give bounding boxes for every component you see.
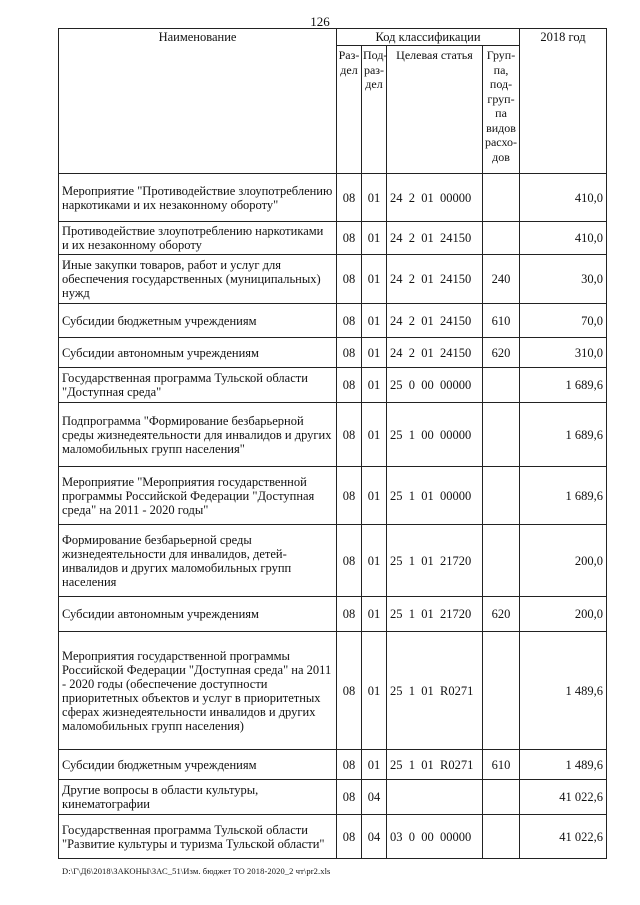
row-podrazdel: 01 [362,750,387,780]
row-target: 25 1 01 21720 [387,597,483,632]
row-value: 30,0 [520,255,607,304]
page-number: 126 [310,14,330,29]
row-podrazdel: 01 [362,597,387,632]
row-name: Формирование безбарьерной среды жизнедеятельности для инвалидов, детей-инвалидов и других маломобильных групп населения [59,525,337,597]
table-row [59,222,607,255]
table-row [59,815,607,859]
row-name: Государственная программа Тульской области "Развитие культуры и туризма Тульской области" [59,815,337,859]
header-podrazdel: Под- раз- дел [362,46,387,174]
row-value: 410,0 [520,174,607,222]
row-value: 200,0 [520,525,607,597]
table-row [59,750,607,780]
row-value: 1 689,6 [520,467,607,525]
row-name: Противодействие злоупотреблению наркотиками и их незаконному обороту [59,222,337,255]
row-razdel: 08 [337,467,362,525]
row-value: 70,0 [520,304,607,338]
row-podrazdel: 01 [362,338,387,368]
row-group: 620 [483,597,520,632]
row-group [483,632,520,750]
row-podrazdel: 04 [362,780,387,815]
row-group [483,174,520,222]
row-razdel: 08 [337,338,362,368]
row-name: Субсидии бюджетным учреждениям [59,750,337,780]
row-razdel: 08 [337,525,362,597]
table-body [59,174,607,859]
header-classification: Код классификации [337,29,520,46]
row-value: 1 689,6 [520,368,607,403]
row-podrazdel: 01 [362,222,387,255]
row-podrazdel: 01 [362,632,387,750]
table-row [59,467,607,525]
row-razdel: 08 [337,174,362,222]
row-name: Иные закупки товаров, работ и услуг для обеспечения государственных (муниципальных) нужд [59,255,337,304]
row-value: 41 022,6 [520,815,607,859]
row-value: 1 489,6 [520,750,607,780]
file-path-footer: D:\Г\Д6\2018\ЗАКОНЫ\ЗАС_51\Изм. бюджет ТО 2018-2020_2 чт\pr2.xls [62,866,331,876]
row-value: 1 489,6 [520,632,607,750]
row-podrazdel: 04 [362,815,387,859]
row-group [483,525,520,597]
header-year: 2018 год [520,29,607,174]
header-razdel: Раз- дел [337,46,362,174]
row-value: 410,0 [520,222,607,255]
row-razdel: 08 [337,403,362,467]
row-target: 25 1 01 R0271 [387,750,483,780]
row-razdel: 08 [337,222,362,255]
row-name: Субсидии бюджетным учреждениям [59,304,337,338]
row-name: Государственная программа Тульской области "Доступная среда" [59,368,337,403]
row-target: 25 1 01 R0271 [387,632,483,750]
row-name: Субсидии автономным учреждениям [59,338,337,368]
table-row [59,525,607,597]
table-row [59,338,607,368]
row-razdel: 08 [337,597,362,632]
row-podrazdel: 01 [362,304,387,338]
row-target: 03 0 00 00000 [387,815,483,859]
row-target: 25 1 01 21720 [387,525,483,597]
row-value: 310,0 [520,338,607,368]
table-row [59,780,607,815]
table-row [59,403,607,467]
row-razdel: 08 [337,815,362,859]
row-group: 240 [483,255,520,304]
table-row [59,368,607,403]
row-razdel: 08 [337,632,362,750]
budget-table [58,28,607,859]
row-name: Мероприятие "Мероприятия государственной программы Российской Федерации "Доступная среда" на 2011 - 2020 годы" [59,467,337,525]
table-row [59,174,607,222]
row-name: Мероприятия государственной программы Российской Федерации "Доступная среда" на 2011 - 2020 годы (обеспечение доступности приоритетных объектов и услуг в приоритетных сферах жизнедеятельности инвалидов и других маломобильных групп населения) [59,632,337,750]
header-target: Целевая статья [387,46,483,174]
row-target: 24 2 01 00000 [387,174,483,222]
row-group: 610 [483,750,520,780]
row-value: 1 689,6 [520,403,607,467]
row-group [483,467,520,525]
row-target: 25 1 00 00000 [387,403,483,467]
row-name: Другие вопросы в области культуры, кинематографии [59,780,337,815]
row-target: 24 2 01 24150 [387,255,483,304]
row-podrazdel: 01 [362,255,387,304]
row-target: 24 2 01 24150 [387,304,483,338]
row-podrazdel: 01 [362,525,387,597]
table-row [59,304,607,338]
row-podrazdel: 01 [362,368,387,403]
row-target: 25 0 00 00000 [387,368,483,403]
row-value: 200,0 [520,597,607,632]
row-razdel: 08 [337,304,362,338]
table-row [59,255,607,304]
row-value: 41 022,6 [520,780,607,815]
row-name: Мероприятие "Противодействие злоупотреблению наркотиками и их незаконному обороту" [59,174,337,222]
row-target: 24 2 01 24150 [387,338,483,368]
row-razdel: 08 [337,780,362,815]
row-group [483,222,520,255]
header-name: Наименование [59,29,337,174]
row-target [387,780,483,815]
row-group: 620 [483,338,520,368]
row-group: 610 [483,304,520,338]
row-group [483,403,520,467]
row-target: 24 2 01 24150 [387,222,483,255]
row-group [483,368,520,403]
header-group: Груп- па, под- груп- па видов расхо- дов [483,46,520,174]
table-row [59,597,607,632]
row-razdel: 08 [337,368,362,403]
row-razdel: 08 [337,750,362,780]
row-razdel: 08 [337,255,362,304]
row-group [483,815,520,859]
row-group [483,780,520,815]
row-podrazdel: 01 [362,403,387,467]
row-podrazdel: 01 [362,174,387,222]
row-name: Подпрограмма "Формирование безбарьерной среды жизнедеятельности для инвалидов и других маломобильных групп населения" [59,403,337,467]
row-podrazdel: 01 [362,467,387,525]
row-name: Субсидии автономным учреждениям [59,597,337,632]
table-row [59,632,607,750]
row-target: 25 1 01 00000 [387,467,483,525]
